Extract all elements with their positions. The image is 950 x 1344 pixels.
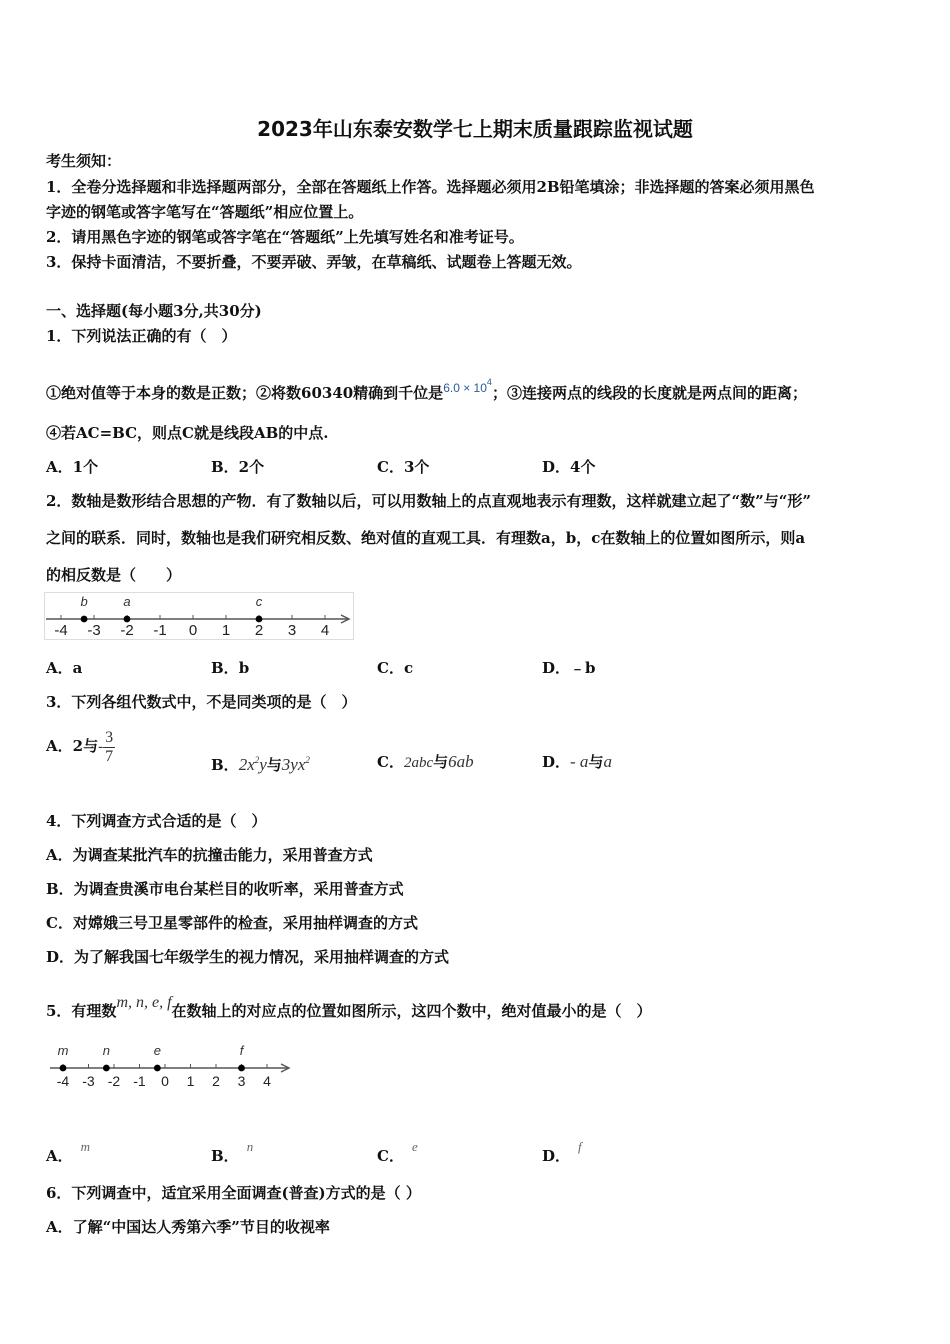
option-letter: C． bbox=[377, 753, 404, 771]
tick-label: -1 bbox=[153, 622, 167, 639]
option-c[interactable]: C．3个 bbox=[377, 458, 430, 476]
question-3-stem: 3．下列各组代数式中，不是同类项的是（ ） bbox=[46, 693, 357, 711]
notice-line: 字迹的钢笔或答字笔写在“答题纸”相应位置上。 bbox=[46, 203, 364, 221]
tick-label: 4 bbox=[320, 622, 330, 639]
option-value: f bbox=[578, 1139, 582, 1154]
option-a[interactable]: A．1个 bbox=[46, 458, 99, 476]
option-letter: B． bbox=[211, 1147, 239, 1165]
tick-label: 0 bbox=[161, 1073, 169, 1089]
sci-exponent: 4 bbox=[486, 377, 492, 387]
tick-label: 3 bbox=[237, 1073, 246, 1089]
point-label: n bbox=[102, 1043, 110, 1058]
stem-part: 5．有理数 bbox=[46, 1002, 117, 1020]
option-c[interactable] bbox=[377, 752, 474, 773]
option-b[interactable]: B．为调查贵溪市电台某栏目的收听率，采用普查方式 bbox=[46, 880, 404, 898]
tick-label: -4 bbox=[54, 622, 68, 639]
exponent: 2 bbox=[254, 755, 260, 765]
option-c[interactable] bbox=[377, 1137, 418, 1166]
tick-label: -2 bbox=[120, 622, 134, 639]
option-letter: A． bbox=[46, 1147, 73, 1165]
connector: 与 bbox=[588, 753, 604, 771]
point-label: b bbox=[80, 594, 88, 609]
term: y bbox=[259, 755, 267, 774]
minus-sign: - bbox=[98, 739, 104, 755]
option-c[interactable] bbox=[377, 658, 413, 678]
option-a[interactable] bbox=[46, 658, 82, 678]
point-label: a bbox=[123, 594, 131, 609]
option-text: 2与 bbox=[72, 737, 99, 755]
tick-label: 2 bbox=[212, 1073, 220, 1089]
point-marker bbox=[256, 616, 263, 623]
point-marker bbox=[81, 616, 88, 623]
denominator: 7 bbox=[105, 747, 114, 765]
option-letter: B． bbox=[211, 756, 239, 774]
question-1-statement-4: ④若AC=BC，则点C就是线段AB的中点. bbox=[46, 424, 329, 442]
question-4-stem: 4．下列调查方式合适的是（ ） bbox=[46, 812, 267, 830]
option-d[interactable] bbox=[542, 1137, 582, 1166]
tick-label: 3 bbox=[287, 622, 297, 639]
option-a[interactable]: A．为调查某批汽车的抗撞击能力，采用普查方式 bbox=[46, 846, 373, 864]
point-label: c bbox=[255, 594, 263, 609]
option-letter: D． bbox=[542, 753, 571, 771]
tick-label: 1 bbox=[186, 1073, 195, 1089]
number-line-figure bbox=[44, 592, 354, 640]
point-marker bbox=[124, 616, 131, 623]
notice-line: 3．保持卡面清洁，不要折叠，不要弄破、弄皱，在草稿纸、试题卷上答题无效。 bbox=[46, 253, 582, 271]
notice-line: 1．全卷分选择题和非选择题两部分，全部在答题纸上作答。选择题必须用2B铅笔填涂；非选择题的答案必须用黑色 bbox=[46, 178, 815, 196]
tick-label: -1 bbox=[133, 1073, 146, 1089]
option-letter: C． bbox=[377, 1147, 404, 1165]
question-5-stem bbox=[46, 993, 652, 1021]
option-b[interactable] bbox=[211, 1137, 253, 1166]
statement-part: ①绝对值等于本身的数是正数；②将数60340精确到千位是 bbox=[46, 384, 444, 402]
option-b[interactable] bbox=[211, 750, 310, 775]
connector: 与 bbox=[266, 756, 282, 774]
option-a[interactable] bbox=[46, 728, 115, 766]
option-letter: A． bbox=[46, 659, 73, 677]
option-letter: D． bbox=[542, 659, 571, 677]
option-value: c bbox=[403, 659, 414, 677]
point-marker bbox=[60, 1065, 67, 1072]
tick-label: -2 bbox=[107, 1073, 121, 1089]
option-letter: B． bbox=[211, 659, 239, 677]
stem-part: 在数轴上的对应点的位置如图所示，这四个数中，绝对值最小的是（ ） bbox=[171, 1002, 652, 1020]
question-1-statement bbox=[46, 372, 807, 403]
tick-label: 0 bbox=[188, 622, 198, 639]
variables: m, n, e, f bbox=[116, 994, 172, 1011]
term: a bbox=[603, 752, 612, 771]
point-label: m bbox=[57, 1043, 69, 1058]
question-2-stem: 的相反数是（ ） bbox=[46, 566, 182, 584]
point-marker bbox=[238, 1065, 245, 1072]
fraction bbox=[103, 729, 115, 766]
term: 2x bbox=[238, 755, 255, 774]
point-label: f bbox=[239, 1043, 244, 1058]
point-label: e bbox=[153, 1043, 161, 1058]
question-1-stem: 1．下列说法正确的有（ ） bbox=[46, 327, 237, 345]
option-a[interactable] bbox=[46, 1137, 90, 1166]
exponent: 2 bbox=[305, 755, 310, 765]
term: - a bbox=[570, 752, 589, 771]
option-d[interactable]: D．为了解我国七年级学生的视力情况，采用抽样调查的方式 bbox=[46, 948, 450, 966]
tick-label: -4 bbox=[56, 1073, 70, 1089]
page-title: 2023年山东泰安数学七上期末质量跟踪监视试题 bbox=[257, 117, 693, 141]
question-2-stem: 2．数轴是数形结合思想的产物．有了数轴以后，可以用数轴上的点直观地表示有理数，这样就建立起了“数”与“形” bbox=[46, 492, 811, 510]
option-value: b bbox=[238, 659, 250, 677]
term: 6ab bbox=[448, 752, 474, 771]
notice-heading: 考生须知： bbox=[46, 152, 122, 170]
option-c[interactable]: C．对嫦娥三号卫星零部件的检查，采用抽样调查的方式 bbox=[46, 914, 418, 932]
tick-label: 2 bbox=[254, 622, 264, 639]
option-b[interactable] bbox=[211, 658, 249, 678]
option-letter: A． bbox=[46, 737, 73, 755]
option-value: n bbox=[246, 1139, 254, 1154]
option-b[interactable]: B．2个 bbox=[211, 458, 265, 476]
notice-line: 2．请用黑色字迹的钢笔或答字笔在“答题纸”上先填写姓名和准考证号。 bbox=[46, 228, 524, 246]
option-value: ﹣b bbox=[570, 659, 596, 677]
term: 3yx bbox=[281, 755, 306, 774]
statement-part: ；③连接两点的线段的长度就是两点间的距离； bbox=[491, 384, 807, 402]
question-6-stem: 6．下列调查中，适宜采用全面调查(普查)方式的是（ ） bbox=[46, 1184, 421, 1202]
section-heading: 一、选择题(每小题3分,共30分) bbox=[46, 302, 262, 320]
option-letter: D． bbox=[542, 1147, 571, 1165]
connector: 与 bbox=[433, 753, 449, 771]
option-value: a bbox=[72, 659, 83, 677]
tick-label: -3 bbox=[87, 622, 101, 639]
point-marker bbox=[154, 1065, 161, 1072]
option-value: m bbox=[80, 1139, 91, 1154]
point-marker bbox=[103, 1065, 110, 1072]
option-d[interactable] bbox=[542, 752, 612, 772]
term: 2abc bbox=[403, 755, 434, 771]
tick-label: 4 bbox=[263, 1073, 271, 1089]
option-d[interactable] bbox=[542, 658, 596, 678]
tick-label: 1 bbox=[221, 622, 231, 639]
tick-label: -3 bbox=[82, 1073, 95, 1089]
option-d[interactable]: D．4个 bbox=[542, 458, 596, 476]
number-line-figure bbox=[46, 1040, 296, 1092]
option-value: e bbox=[411, 1139, 418, 1154]
sci-notation bbox=[443, 377, 492, 395]
sci-base: 6.0 × 10 bbox=[443, 381, 487, 395]
question-2-stem: 之间的联系．同时，数轴也是我们研究相反数、绝对值的直观工具．有理数a，b，c在数轴上的位置如图所示，则a bbox=[46, 529, 806, 547]
option-letter: C． bbox=[377, 659, 404, 677]
numerator: 3 bbox=[105, 728, 114, 746]
option-a[interactable]: A．了解“中国达人秀第六季”节目的收视率 bbox=[46, 1218, 330, 1236]
